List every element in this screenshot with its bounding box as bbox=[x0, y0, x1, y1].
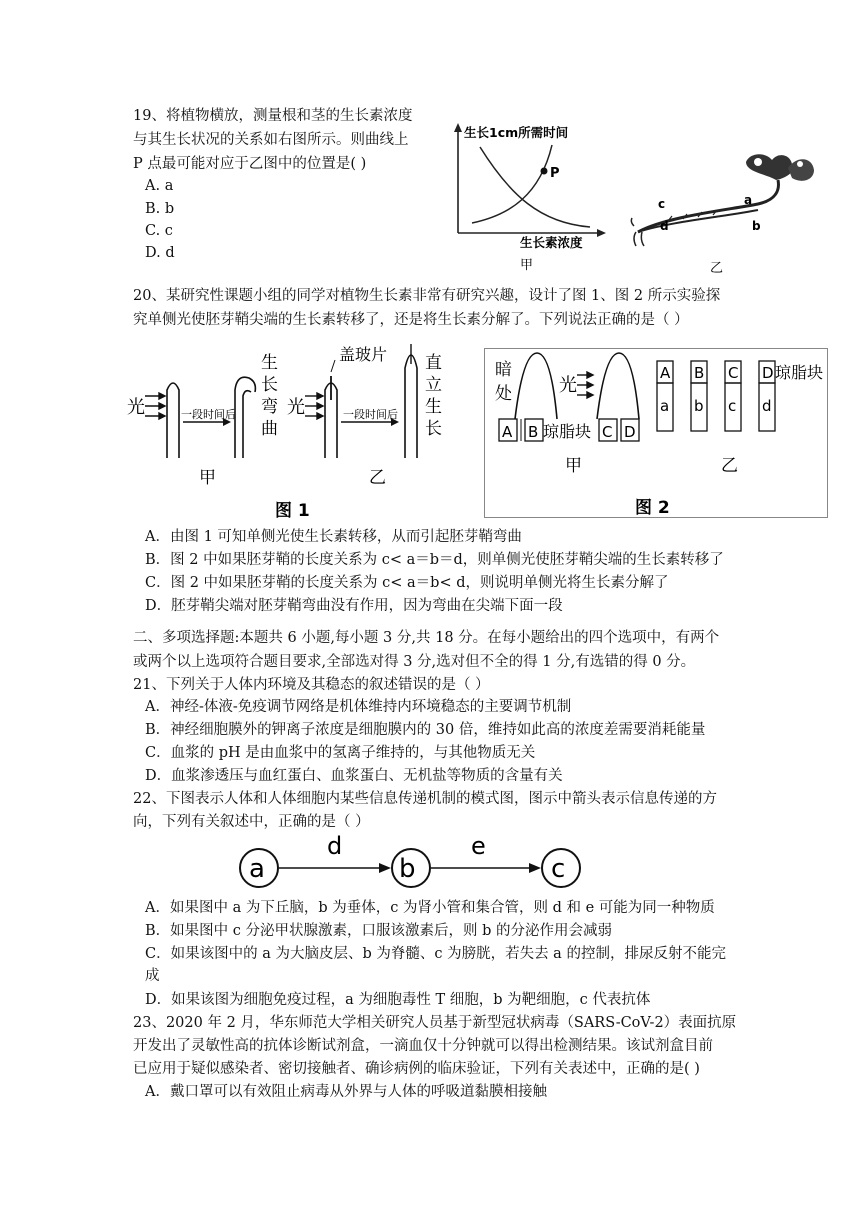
q21-stem: 21、下列关于人体内环境及其稳态的叙述错误的是（ ） bbox=[133, 677, 490, 693]
q19-label-c: c bbox=[658, 197, 666, 211]
q21-option-a: A．神经-体液-免疫调节网络是机体维持内环境稳态的主要调节机制 bbox=[145, 699, 572, 715]
fig2-caption-jia: 甲 bbox=[565, 456, 582, 476]
q22-option-c: C．如果该图中的 a 为大脑皮层、b 为脊髓、c 为膀胱，若失去 a 的控制，排尿反射不能完 bbox=[145, 946, 726, 962]
q22-stem-line-1: 22、下图表示人体和人体细胞内某些信息传递机制的模式图，图示中箭头表示信息传递的方 bbox=[133, 791, 717, 807]
q22-option-c-cont: 成 bbox=[145, 968, 160, 984]
q19-figure-jia bbox=[440, 115, 610, 275]
q22-node-b: b bbox=[399, 854, 416, 884]
fig2-jia-block-c: C bbox=[602, 423, 613, 441]
q22-option-b: B．如果图中 c 分泌甲状腺激素，口服该激素后，则 b 的分泌作用会减弱 bbox=[145, 923, 612, 939]
q20-option-b: B．图 2 中如果胚芽鞘的长度关系为 c< a＝b＝d，则单侧光使胚芽鞘尖端的生长素转移了 bbox=[145, 552, 724, 568]
fig2-dark bbox=[495, 360, 512, 404]
fig2-agar-label-yi: 琼脂块 bbox=[775, 363, 824, 382]
q20-option-d: D．胚芽鞘尖端对胚芽鞘弯曲没有作用，因为弯曲在尖端下面一段 bbox=[145, 598, 563, 614]
fig2-yi-bottom-a: a bbox=[660, 397, 670, 415]
fig1-caption-jia: 甲 bbox=[199, 468, 216, 488]
section2-line-1: 二、多项选择题:本题共 6 小题,每小题 3 分,共 18 分。在每小题给出的四个选项中，有两个 bbox=[133, 630, 720, 646]
q19-xlabel: 生长素浓度 bbox=[520, 235, 583, 250]
fig1-light-yi: 光 bbox=[287, 397, 305, 418]
q20-option-a: A．由图 1 可知单侧光使生长素转移，从而引起胚芽鞘弯曲 bbox=[145, 529, 522, 545]
q19-label-d: d bbox=[660, 219, 669, 233]
q21-option-c: C．血浆的 pH 是由血浆中的氢离子维持的，与其他物质无关 bbox=[145, 745, 536, 761]
svg-text:生: 生 bbox=[261, 353, 278, 373]
q23-stem-line-2: 开发出了灵敏性高的抗体诊断试剂盒，一滴血仅十分钟就可以得出检测结果。该试剂盒目前 bbox=[133, 1038, 713, 1054]
q23-stem-line-1: 23、2020 年 2 月，华东师范大学相关研究人员基于新型冠状病毒（SARS-CoV-2）表面抗原 bbox=[133, 1015, 737, 1031]
q20-stem-line-1: 20、某研究性课题小组的同学对植物生长素非常有研究兴趣，设计了图 1、图 2 所示实验探 bbox=[133, 288, 721, 304]
q19-stem-line-2: 与其生长状况的关系如右图所示。则曲线上 bbox=[133, 132, 409, 148]
q19-ylabel: 生长1cm所需时间 bbox=[464, 125, 569, 140]
svg-text:曲: 曲 bbox=[261, 419, 278, 439]
q19-option-a: A. a bbox=[145, 178, 174, 194]
fig1-result-yi bbox=[425, 353, 442, 439]
fig1-arrow-text-yi: 一段时间后 bbox=[343, 408, 398, 421]
fig2-yi-top-b: B bbox=[694, 364, 705, 382]
fig1-light-jia: 光 bbox=[127, 397, 145, 418]
q19-option-c: C. c bbox=[145, 223, 173, 239]
fig2-jia-block-b: B bbox=[528, 423, 539, 441]
q19-label-a: a bbox=[744, 193, 753, 207]
q22-option-a: A．如果图中 a 为下丘脑，b 为垂体，c 为肾小管和集合管，则 d 和 e 可能为同一种物质 bbox=[145, 900, 715, 916]
fig2-yi-top-a: A bbox=[660, 364, 671, 382]
fig2-agar-label: 琼脂块 bbox=[543, 422, 592, 441]
q22-node-c: c bbox=[551, 854, 566, 884]
q21-option-d: D．血浆渗透压与血红蛋白、血浆蛋白、无机盐等物质的含量有关 bbox=[145, 768, 563, 784]
fig1-arrow-text-jia: 一段时间后 bbox=[181, 408, 236, 421]
fig2-caption-yi: 乙 bbox=[721, 456, 738, 476]
section2-line-2: 或两个以上选项符合题目要求,全部选对得 3 分,选对但不全的得 1 分,有选错的得 0 分。 bbox=[133, 654, 696, 670]
q19-stem-line-3: P 点最可能对应于乙图中的位置是( ) bbox=[133, 156, 367, 172]
svg-text:暗: 暗 bbox=[495, 360, 512, 380]
fig2-yi-bottom-b: b bbox=[694, 397, 704, 415]
q22-diagram bbox=[235, 830, 595, 892]
q20-option-c: C．图 2 中如果胚芽鞘的长度关系为 c< a＝b< d，则说明单侧光将生长素分解了 bbox=[145, 575, 669, 591]
fig2-light: 光 bbox=[559, 375, 577, 396]
q21-option-b: B．神经细胞膜外的钾离子浓度是细胞膜内的 30 倍，维持如此高的浓度差需要消耗能量 bbox=[145, 722, 706, 738]
fig2-title: 图 2 bbox=[635, 498, 670, 517]
fig2-yi-bottom-d: d bbox=[762, 397, 772, 415]
q20-figure-1 bbox=[115, 338, 450, 523]
svg-text:弯: 弯 bbox=[261, 397, 278, 417]
fig2-jia-block-d: D bbox=[624, 423, 636, 441]
q19-figure-yi bbox=[628, 150, 818, 275]
q19-option-d: D. d bbox=[145, 245, 175, 261]
fig1-result-jia bbox=[261, 353, 278, 439]
fig1-cover-glass: 盖玻片 bbox=[339, 345, 388, 364]
q19-point-p: P bbox=[550, 166, 560, 181]
q19-label-b: b bbox=[752, 219, 761, 233]
fig2-yi-top-d: D bbox=[762, 364, 774, 382]
svg-text:长: 长 bbox=[261, 375, 278, 395]
fig1-title: 图 1 bbox=[275, 501, 310, 521]
q23-option-a: A．戴口罩可以有效阻止病毒从外界与人体的呼吸道黏膜相接触 bbox=[145, 1084, 547, 1100]
fig1-caption-yi: 乙 bbox=[369, 468, 386, 488]
svg-text:直: 直 bbox=[425, 353, 442, 373]
svg-text:处: 处 bbox=[495, 384, 512, 404]
q22-option-d: D．如果该图为细胞免疫过程，a 为细胞毒性 T 细胞，b 为靶细胞，c 代表抗体 bbox=[145, 992, 651, 1008]
fig2-yi-top-c: C bbox=[728, 364, 739, 382]
fig2-jia-block-a: A bbox=[502, 423, 513, 441]
svg-text:立: 立 bbox=[425, 375, 442, 395]
q19-option-b: B. b bbox=[145, 201, 175, 217]
q22-stem-line-2: 向，下列有关叙述中，正确的是（ ） bbox=[133, 814, 370, 830]
q19-stem-line-1: 19、将植物横放，测量根和茎的生长素浓度 bbox=[133, 108, 413, 124]
q22-node-a: a bbox=[249, 854, 265, 884]
q23-stem-line-3: 已应用于疑似感染者、密切接触者、确诊病例的临床验证，下列有关表述中，正确的是( ) bbox=[133, 1061, 700, 1077]
q19-caption-yi: 乙 bbox=[710, 261, 724, 275]
svg-text:生: 生 bbox=[425, 397, 442, 417]
q20-figure-2 bbox=[485, 349, 827, 517]
fig2-yi-bottom-c: c bbox=[728, 397, 737, 415]
q22-edge-e: e bbox=[471, 832, 486, 860]
q20-stem-line-2: 究单侧光使胚芽鞘尖端的生长素转移了，还是将生长素分解了。下列说法正确的是（ ） bbox=[133, 312, 689, 328]
q22-edge-d: d bbox=[327, 832, 343, 860]
svg-text:长: 长 bbox=[425, 419, 442, 439]
q19-caption-jia: 甲 bbox=[520, 258, 534, 273]
